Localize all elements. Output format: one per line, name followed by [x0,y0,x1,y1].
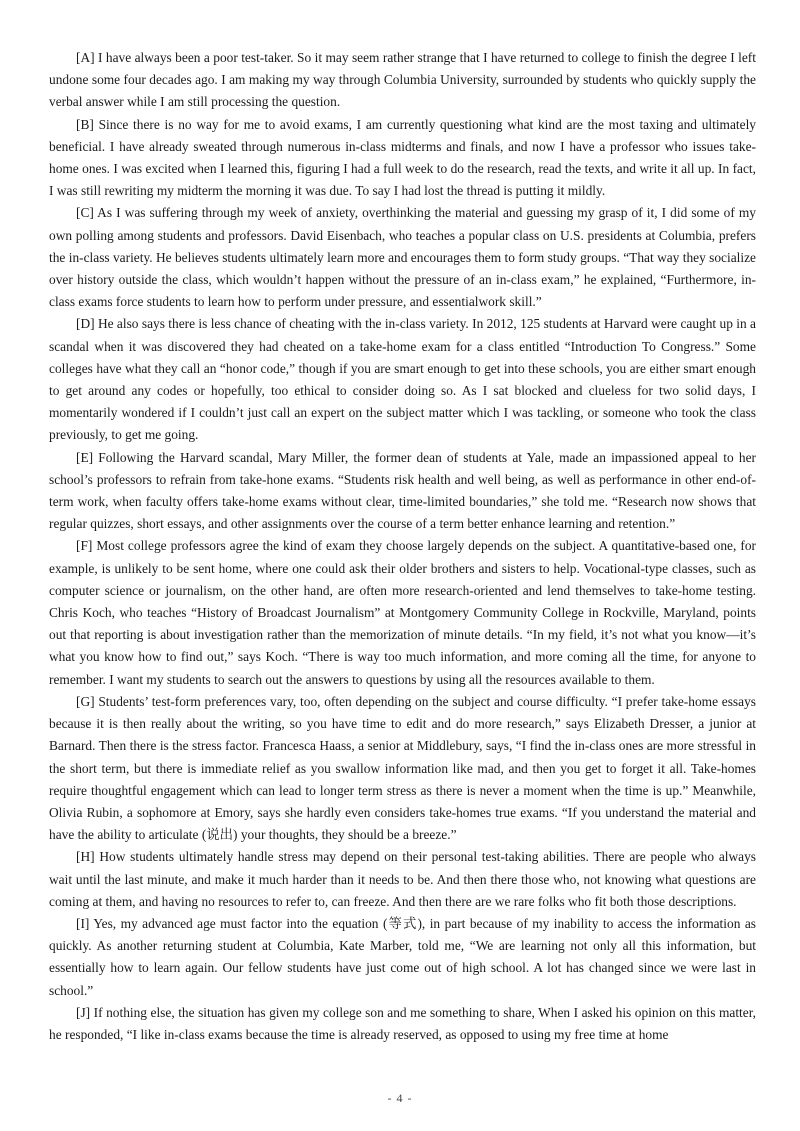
paragraph-e: [E] Following the Harvard scandal, Mary Miller, the former dean of students at Yale, made an impassioned appeal to her school’s professors to refrain from take-hone exams. “Students risk health and well being, as well as performance in other end-of-term work, when faculty offers take-home exams without clear, time-limited boundaries,” she told me. “Research now shows that regular quizzes, short essays, and other assignments over the course of a term better enhance learning and retention.” [49,449,756,532]
paragraph-d: [D] He also says there is less chance of cheating with the in-class variety. In 2012, 125 students at Harvard were caught up in a scandal when it was discovered they had cheated on a take-home exam for a class entitled “Introduction To Congress.” Some colleges have what they call an “honor code,” though if you are smart enough to get into these schools, you are either smart enough to get around any codes or hopefully, too ethical to consider doing so. As I sat blocked and clueless for two solid days, I momentarily wondered if I couldn’t just call an expert on the subject matter which I was tackling, or someone who took the class previously, to get me going. [49,316,756,443]
paragraph-i: [I] Yes, my advanced age must factor into the equation (等式), in part because of my inability to access the information as quickly. As another returning student at Columbia, Kate Marber, told me, “We are learning not only all this information, but essentially how to learn again. Our fellow students have just come out of high school. A lot has changed since we were last in school.” [49,915,756,998]
paragraph-b: [B] Since there is no way for me to avoid exams, I am currently questioning what kind are the most taxing and ultimately beneficial. I have already sweated through numerous in-class midterms and finals, and now I have a professor who issues take-home ones. I was excited when I learned this, figuring I had a full week to do the research, read the texts, and write it all up. In fact, I was still rewriting my midterm the morning it was due. To say I had lost the thread is putting it mildly. [49,116,756,199]
article-body [49,47,756,1046]
paragraph-h: [H] How students ultimately handle stress may depend on their personal test-taking abilities. There are people who always wait until the last minute, and make it much harder than it needs to be. And then there those who, not knowing what questions are coming at them, and having no resources to refer to, can freeze. And then there are we rare folks who fit both those descriptions. [49,849,756,909]
paragraph-j: [J] If nothing else, the situation has given my college son and me something to share, When I asked his opinion on this matter, he responded, “I like in-class exams because the time is already reserved, as opposed to using my free time at home [49,1004,756,1042]
paragraph-g: [G] Students’ test-form preferences vary, too, often depending on the subject and course difficulty. “I prefer take-home essays because it is then really about the writing, so you have time to edit and do more research,” says Elizabeth Dresser, a junior at Barnard. Then there is the stress factor. Francesca Haass, a senior at Middlebury, says, “I find the in-class ones are more stressful in the short term, but there is immediate relief as you swallow information like mad, and then you get to forget it all. Take-homes require thoughtful engagement which can lead to longer term stress as there is never a moment when the time is up.” Meanwhile, Olivia Rubin, a sophomore at Emory, says she hardly even considers take-homes true exams. “If you understand the material and have the ability to articulate (说出) your thoughts, they should be a breeze.” [49,693,756,843]
paragraph-c: [C] As I was suffering through my week of anxiety, overthinking the material and guessing my grasp of it, I did some of my own polling among students and professors. David Eisenbach, who teaches a popular class on U.S. presidents at Columbia, prefers the in-class variety. He believes students ultimately learn more and encourages them to form study groups. “That way they socialize over history outside the class, which wouldn’t happen without the pressure of an in-class exam,” he explained, “Furthermore, in-class exams force students to learn how to perform under pressure, and essentialwork skill.” [49,205,756,310]
paragraph-f: [F] Most college professors agree the kind of exam they choose largely depends on the subject. A quantitative-based one, for example, is unlikely to be sent home, where one could ask their older brothers and sisters to help. Vocational-type classes, such as computer science or journalism, on the other hand, are often more research-oriented and lend themselves to take-home testing. Chris Koch, who teaches “History of Broadcast Journalism” at Montgomery Community College in Rockville, Maryland, points out that reporting is about investigation rather than the memorization of minute details. “In my field, it’s not what you know—it’s what you know how to find out,” says Koch. “There is way too much information, and more coming all the time, for anyone to remember. I want my students to search out the answers to questions by using all the resources available to them. [49,538,756,687]
page-number: - 4 - [387,1091,413,1105]
paragraph-a: [A] I have always been a poor test-taker. So it may seem rather strange that I have returned to college to finish the degree I left undone some four decades ago. I am making my way through Columbia University, surrounded by students who quickly supply the verbal answer while I am still processing the question. [49,50,756,110]
